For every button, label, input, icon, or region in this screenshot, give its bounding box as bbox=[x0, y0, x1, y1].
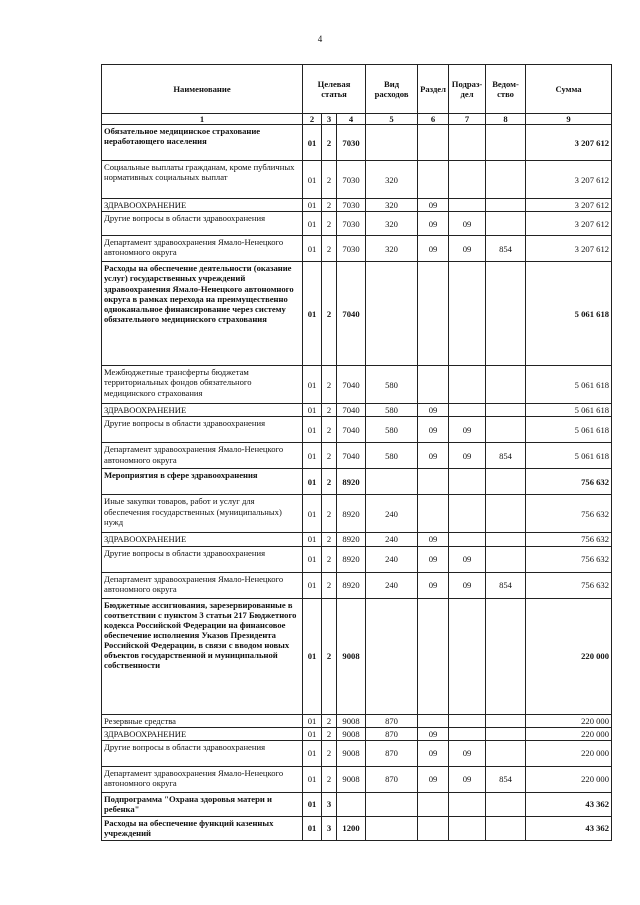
row-target-subprogram-cell: 2 bbox=[322, 262, 337, 366]
row-expense-type-cell: 870 bbox=[366, 714, 418, 727]
row-department-cell bbox=[486, 469, 526, 495]
row-expense-type-cell: 240 bbox=[366, 533, 418, 546]
row-sum-cell: 220 000 bbox=[526, 714, 612, 727]
row-target-program-cell: 01 bbox=[303, 546, 322, 572]
row-target-program-cell: 01 bbox=[303, 816, 322, 840]
row-department-cell bbox=[486, 262, 526, 366]
row-section-cell: 09 bbox=[418, 533, 449, 546]
row-subsection-cell: 09 bbox=[449, 572, 486, 598]
row-section-cell: 09 bbox=[418, 546, 449, 572]
row-target-direction-cell: 7040 bbox=[337, 404, 366, 417]
row-name-cell: Другие вопросы в области здравоохранения bbox=[102, 546, 303, 572]
row-target-program-cell: 01 bbox=[303, 236, 322, 262]
row-department-cell bbox=[486, 161, 526, 199]
row-sum-cell: 220 000 bbox=[526, 740, 612, 766]
row-target-direction-cell bbox=[337, 792, 366, 816]
row-expense-type-cell bbox=[366, 125, 418, 161]
column-number: 9 bbox=[526, 114, 612, 125]
row-target-program-cell: 01 bbox=[303, 714, 322, 727]
row-department-cell bbox=[486, 495, 526, 533]
row-name-cell: Другие вопросы в области здравоохранения bbox=[102, 417, 303, 443]
table-row bbox=[102, 495, 612, 533]
row-section-cell: 09 bbox=[418, 572, 449, 598]
row-sum-cell: 5 061 618 bbox=[526, 366, 612, 404]
row-sum-cell: 5 061 618 bbox=[526, 404, 612, 417]
row-sum-cell: 3 207 612 bbox=[526, 125, 612, 161]
table-row bbox=[102, 212, 612, 236]
row-sum-cell: 756 632 bbox=[526, 546, 612, 572]
row-section-cell: 09 bbox=[418, 199, 449, 212]
row-department-cell: 854 bbox=[486, 766, 526, 792]
row-section-cell bbox=[418, 598, 449, 714]
row-expense-type-cell: 580 bbox=[366, 417, 418, 443]
row-target-program-cell: 01 bbox=[303, 727, 322, 740]
row-department-cell bbox=[486, 727, 526, 740]
row-target-direction-cell: 1200 bbox=[337, 816, 366, 840]
row-target-direction-cell: 7030 bbox=[337, 212, 366, 236]
row-section-cell: 09 bbox=[418, 236, 449, 262]
row-target-direction-cell: 7040 bbox=[337, 366, 366, 404]
row-subsection-cell: 09 bbox=[449, 236, 486, 262]
header-sum: Сумма bbox=[526, 65, 612, 114]
row-name-cell: Бюджетные ассигнования, зарезервированные в соответствии с пунктом 3 статьи 217 Бюджетного кодекса Российской Федерации на финансовое обеспечение исполнения Указов Президента Российской Федерации, в связи с вводом новых объектов государственной и муниципальной собственности bbox=[102, 598, 303, 714]
row-department-cell bbox=[486, 792, 526, 816]
row-name-cell: Департамент здравоохранения Ямало-Ненецкого автономного округа bbox=[102, 443, 303, 469]
row-sum-cell: 220 000 bbox=[526, 727, 612, 740]
row-expense-type-cell: 580 bbox=[366, 443, 418, 469]
column-number: 2 bbox=[303, 114, 322, 125]
row-name-cell: ЗДРАВООХРАНЕНИЕ bbox=[102, 533, 303, 546]
row-expense-type-cell: 240 bbox=[366, 495, 418, 533]
row-subsection-cell: 09 bbox=[449, 766, 486, 792]
row-target-subprogram-cell: 3 bbox=[322, 792, 337, 816]
table-row bbox=[102, 714, 612, 727]
row-target-subprogram-cell: 2 bbox=[322, 417, 337, 443]
row-name-cell: Мероприятия в сфере здравоохранения bbox=[102, 469, 303, 495]
row-section-cell bbox=[418, 366, 449, 404]
column-number: 4 bbox=[337, 114, 366, 125]
row-subsection-cell bbox=[449, 533, 486, 546]
row-target-program-cell: 01 bbox=[303, 495, 322, 533]
table-row bbox=[102, 740, 612, 766]
row-target-program-cell: 01 bbox=[303, 404, 322, 417]
row-department-cell bbox=[486, 714, 526, 727]
row-expense-type-cell bbox=[366, 262, 418, 366]
row-subsection-cell bbox=[449, 495, 486, 533]
row-name-cell: Социальные выплаты гражданам, кроме публичных нормативных социальных выплат bbox=[102, 161, 303, 199]
row-target-program-cell: 01 bbox=[303, 792, 322, 816]
row-target-program-cell: 01 bbox=[303, 262, 322, 366]
row-target-direction-cell: 7040 bbox=[337, 417, 366, 443]
table-row bbox=[102, 469, 612, 495]
row-name-cell: Департамент здравоохранения Ямало-Ненецкого автономного округа bbox=[102, 766, 303, 792]
row-target-subprogram-cell: 2 bbox=[322, 212, 337, 236]
row-target-program-cell: 01 bbox=[303, 533, 322, 546]
row-sum-cell: 3 207 612 bbox=[526, 161, 612, 199]
table-row bbox=[102, 533, 612, 546]
row-department-cell bbox=[486, 546, 526, 572]
row-subsection-cell bbox=[449, 199, 486, 212]
row-target-direction-cell: 7040 bbox=[337, 262, 366, 366]
row-target-direction-cell: 9008 bbox=[337, 714, 366, 727]
row-section-cell: 09 bbox=[418, 727, 449, 740]
row-name-cell: Расходы на обеспечение функций казенных учреждений bbox=[102, 816, 303, 840]
column-number: 5 bbox=[366, 114, 418, 125]
row-department-cell: 854 bbox=[486, 236, 526, 262]
row-target-program-cell: 01 bbox=[303, 125, 322, 161]
row-target-subprogram-cell: 2 bbox=[322, 572, 337, 598]
row-sum-cell: 220 000 bbox=[526, 598, 612, 714]
row-target-subprogram-cell: 2 bbox=[322, 546, 337, 572]
row-target-program-cell: 01 bbox=[303, 469, 322, 495]
row-subsection-cell bbox=[449, 262, 486, 366]
column-number: 3 bbox=[322, 114, 337, 125]
row-target-subprogram-cell: 2 bbox=[322, 766, 337, 792]
row-name-cell: Другие вопросы в области здравоохранения bbox=[102, 212, 303, 236]
row-target-direction-cell: 7040 bbox=[337, 443, 366, 469]
row-department-cell: 854 bbox=[486, 443, 526, 469]
row-target-subprogram-cell: 2 bbox=[322, 366, 337, 404]
row-target-direction-cell: 9008 bbox=[337, 598, 366, 714]
row-section-cell: 09 bbox=[418, 417, 449, 443]
row-name-cell: ЗДРАВООХРАНЕНИЕ bbox=[102, 199, 303, 212]
row-target-subprogram-cell: 2 bbox=[322, 533, 337, 546]
row-name-cell: ЗДРАВООХРАНЕНИЕ bbox=[102, 727, 303, 740]
row-expense-type-cell: 320 bbox=[366, 199, 418, 212]
row-section-cell: 09 bbox=[418, 443, 449, 469]
row-section-cell bbox=[418, 125, 449, 161]
row-subsection-cell: 09 bbox=[449, 546, 486, 572]
table-row bbox=[102, 161, 612, 199]
row-expense-type-cell: 580 bbox=[366, 404, 418, 417]
row-target-subprogram-cell: 2 bbox=[322, 199, 337, 212]
row-department-cell bbox=[486, 533, 526, 546]
row-target-program-cell: 01 bbox=[303, 199, 322, 212]
row-subsection-cell: 09 bbox=[449, 740, 486, 766]
table-row bbox=[102, 816, 612, 840]
row-target-subprogram-cell: 2 bbox=[322, 161, 337, 199]
row-expense-type-cell bbox=[366, 816, 418, 840]
table-row bbox=[102, 404, 612, 417]
row-expense-type-cell: 240 bbox=[366, 546, 418, 572]
row-expense-type-cell: 870 bbox=[366, 766, 418, 792]
row-target-direction-cell: 9008 bbox=[337, 740, 366, 766]
row-section-cell: 09 bbox=[418, 740, 449, 766]
header-target-article: Целевая статья bbox=[303, 65, 366, 114]
table-row bbox=[102, 262, 612, 366]
row-target-program-cell: 01 bbox=[303, 212, 322, 236]
row-subsection-cell bbox=[449, 469, 486, 495]
row-section-cell bbox=[418, 714, 449, 727]
row-name-cell: Обязательное медицинское страхование неработающего населения bbox=[102, 125, 303, 161]
row-name-cell: Другие вопросы в области здравоохранения bbox=[102, 740, 303, 766]
row-section-cell bbox=[418, 161, 449, 199]
row-target-direction-cell: 9008 bbox=[337, 727, 366, 740]
table-row bbox=[102, 199, 612, 212]
table-row bbox=[102, 125, 612, 161]
row-expense-type-cell: 240 bbox=[366, 572, 418, 598]
row-target-direction-cell: 8920 bbox=[337, 495, 366, 533]
row-department-cell bbox=[486, 199, 526, 212]
table-body bbox=[102, 125, 612, 841]
row-subsection-cell bbox=[449, 598, 486, 714]
row-sum-cell: 756 632 bbox=[526, 469, 612, 495]
row-sum-cell: 220 000 bbox=[526, 766, 612, 792]
table-row bbox=[102, 598, 612, 714]
column-number: 8 bbox=[486, 114, 526, 125]
row-target-subprogram-cell: 2 bbox=[322, 598, 337, 714]
header-expense-type: Вид расходов bbox=[366, 65, 418, 114]
row-subsection-cell: 09 bbox=[449, 443, 486, 469]
row-name-cell: ЗДРАВООХРАНЕНИЕ bbox=[102, 404, 303, 417]
row-expense-type-cell: 320 bbox=[366, 212, 418, 236]
row-target-program-cell: 01 bbox=[303, 417, 322, 443]
row-target-direction-cell: 8920 bbox=[337, 546, 366, 572]
row-section-cell bbox=[418, 792, 449, 816]
table-row bbox=[102, 572, 612, 598]
row-target-program-cell: 01 bbox=[303, 572, 322, 598]
row-sum-cell: 5 061 618 bbox=[526, 417, 612, 443]
row-target-subprogram-cell: 2 bbox=[322, 443, 337, 469]
row-target-direction-cell: 7030 bbox=[337, 161, 366, 199]
header-subsection: Подраз-дел bbox=[449, 65, 486, 114]
column-number: 1 bbox=[102, 114, 303, 125]
row-department-cell bbox=[486, 212, 526, 236]
row-subsection-cell bbox=[449, 161, 486, 199]
row-sum-cell: 3 207 612 bbox=[526, 236, 612, 262]
page-number: 4 bbox=[317, 34, 323, 44]
row-expense-type-cell: 580 bbox=[366, 366, 418, 404]
table-row bbox=[102, 727, 612, 740]
row-subsection-cell: 09 bbox=[449, 417, 486, 443]
row-section-cell bbox=[418, 469, 449, 495]
row-subsection-cell: 09 bbox=[449, 212, 486, 236]
row-department-cell bbox=[486, 417, 526, 443]
row-target-direction-cell: 9008 bbox=[337, 766, 366, 792]
row-target-program-cell: 01 bbox=[303, 161, 322, 199]
row-section-cell: 09 bbox=[418, 766, 449, 792]
row-target-subprogram-cell: 3 bbox=[322, 816, 337, 840]
row-department-cell: 854 bbox=[486, 572, 526, 598]
table-row bbox=[102, 766, 612, 792]
row-sum-cell: 43 362 bbox=[526, 816, 612, 840]
row-sum-cell: 5 061 618 bbox=[526, 262, 612, 366]
row-target-direction-cell: 8920 bbox=[337, 533, 366, 546]
row-target-subprogram-cell: 2 bbox=[322, 469, 337, 495]
row-target-subprogram-cell: 2 bbox=[322, 495, 337, 533]
column-number: 7 bbox=[449, 114, 486, 125]
row-subsection-cell bbox=[449, 125, 486, 161]
row-target-direction-cell: 8920 bbox=[337, 572, 366, 598]
row-department-cell bbox=[486, 404, 526, 417]
budget-table bbox=[101, 64, 612, 841]
header-department: Ведом-ство bbox=[486, 65, 526, 114]
row-department-cell bbox=[486, 366, 526, 404]
row-name-cell: Межбюджетные трансферты бюджетам территориальных фондов обязательного медицинского страхования bbox=[102, 366, 303, 404]
row-sum-cell: 43 362 bbox=[526, 792, 612, 816]
row-target-program-cell: 01 bbox=[303, 740, 322, 766]
row-sum-cell: 3 207 612 bbox=[526, 199, 612, 212]
row-section-cell bbox=[418, 816, 449, 840]
row-name-cell: Департамент здравоохранения Ямало-Ненецкого автономного округа bbox=[102, 572, 303, 598]
row-target-direction-cell: 8920 bbox=[337, 469, 366, 495]
row-expense-type-cell: 320 bbox=[366, 161, 418, 199]
row-expense-type-cell: 870 bbox=[366, 740, 418, 766]
table-row bbox=[102, 236, 612, 262]
row-name-cell: Иные закупки товаров, работ и услуг для обеспечения государственных (муниципальных) нужд bbox=[102, 495, 303, 533]
header-section: Раздел bbox=[418, 65, 449, 114]
row-target-direction-cell: 7030 bbox=[337, 236, 366, 262]
row-sum-cell: 756 632 bbox=[526, 572, 612, 598]
row-expense-type-cell: 320 bbox=[366, 236, 418, 262]
table-row bbox=[102, 546, 612, 572]
row-target-program-cell: 01 bbox=[303, 766, 322, 792]
row-department-cell bbox=[486, 125, 526, 161]
row-department-cell bbox=[486, 816, 526, 840]
row-target-subprogram-cell: 2 bbox=[322, 740, 337, 766]
row-section-cell bbox=[418, 495, 449, 533]
row-target-direction-cell: 7030 bbox=[337, 125, 366, 161]
row-subsection-cell bbox=[449, 366, 486, 404]
row-subsection-cell bbox=[449, 816, 486, 840]
row-target-subprogram-cell: 2 bbox=[322, 236, 337, 262]
row-expense-type-cell: 870 bbox=[366, 727, 418, 740]
row-section-cell: 09 bbox=[418, 212, 449, 236]
row-name-cell: Расходы на обеспечение деятельности (оказание услуг) государственных учреждений здравоохранения Ямало-Ненецкого автономного округа в рамках перехода на преимущественно одноканальное финансирование через систему обязательного медицинского страхования bbox=[102, 262, 303, 366]
row-target-program-cell: 01 bbox=[303, 598, 322, 714]
row-expense-type-cell bbox=[366, 792, 418, 816]
row-target-program-cell: 01 bbox=[303, 443, 322, 469]
row-expense-type-cell bbox=[366, 598, 418, 714]
row-department-cell bbox=[486, 740, 526, 766]
row-department-cell bbox=[486, 598, 526, 714]
header-name: Наименование bbox=[102, 65, 303, 114]
row-subsection-cell bbox=[449, 404, 486, 417]
row-sum-cell: 756 632 bbox=[526, 495, 612, 533]
row-sum-cell: 5 061 618 bbox=[526, 443, 612, 469]
row-name-cell: Резервные средства bbox=[102, 714, 303, 727]
row-sum-cell: 756 632 bbox=[526, 533, 612, 546]
table-row bbox=[102, 417, 612, 443]
table-row bbox=[102, 443, 612, 469]
row-target-direction-cell: 7030 bbox=[337, 199, 366, 212]
row-target-program-cell: 01 bbox=[303, 366, 322, 404]
table-row bbox=[102, 792, 612, 816]
row-target-subprogram-cell: 2 bbox=[322, 404, 337, 417]
row-target-subprogram-cell: 2 bbox=[322, 714, 337, 727]
row-name-cell: Департамент здравоохранения Ямало-Ненецкого автономного округа bbox=[102, 236, 303, 262]
row-subsection-cell bbox=[449, 792, 486, 816]
row-sum-cell: 3 207 612 bbox=[526, 212, 612, 236]
row-name-cell: Подпрограмма "Охрана здоровья матери и ребенка" bbox=[102, 792, 303, 816]
row-subsection-cell bbox=[449, 727, 486, 740]
row-section-cell: 09 bbox=[418, 404, 449, 417]
row-expense-type-cell bbox=[366, 469, 418, 495]
table-row bbox=[102, 366, 612, 404]
row-subsection-cell bbox=[449, 714, 486, 727]
row-target-subprogram-cell: 2 bbox=[322, 727, 337, 740]
row-target-subprogram-cell: 2 bbox=[322, 125, 337, 161]
column-number: 6 bbox=[418, 114, 449, 125]
row-section-cell bbox=[418, 262, 449, 366]
